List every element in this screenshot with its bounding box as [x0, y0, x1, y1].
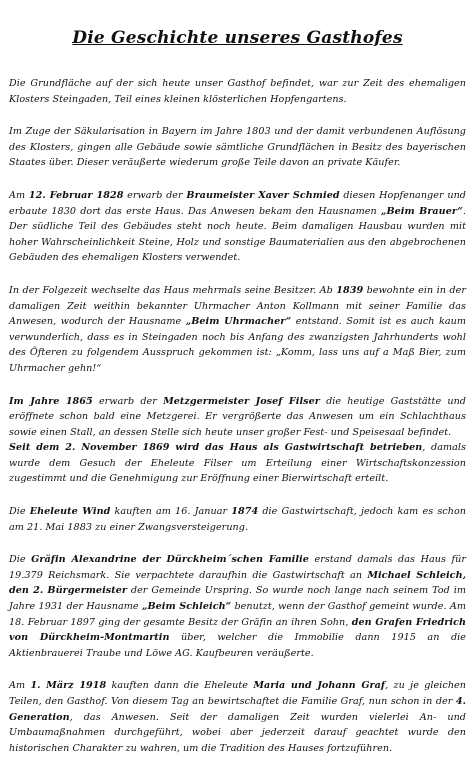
- emphasis-text: „Beim Schleich“: [141, 601, 232, 613]
- paragraph-metzgermeister: [9, 394, 466, 441]
- paragraph-graefin: [9, 552, 466, 661]
- body-text: Die Grundfläche auf der sich heute unser Gasthof befindet, war zur Zeit des ehemaligen Klosters Steingaden, Teil eines kleinen klösterlichen Hopfengartens.: [9, 78, 466, 105]
- body-text: Im Zuge der Säkularisation in Bayern im Jahre 1803 und der damit verbundenen Auflösung des Klosters, gingen alle Gebäude sowie sämtliche Grundflächen in Besitz des bayerischen Staates über. Dieser veräußerte wiederum große Teile davon an private Käufer.: [9, 126, 466, 169]
- body-text: kauften dann die Eheleute: [106, 680, 254, 692]
- body-text: Die: [9, 554, 32, 566]
- emphasis-text: 1. März 1918: [30, 680, 107, 692]
- emphasis-text: 12. Februar 1828: [28, 189, 124, 201]
- body-text: benutzt, wenn der Gasthof gemeint wurde. Am 18. Februar 1897 ging der gesamte Besitz der Gräfin an ihren Sohn,: [9, 601, 466, 628]
- body-text: erstand damals das Haus für 19.379 Reichsmark. Sie verpachtete daraufhin die Gastwirtschaft an: [9, 554, 467, 581]
- body-text: die heutige Gaststätte und eröffnete schon bald eine Metzgerei. Er vergrößerte das Anwesen um ein Schlachthaus sowie einen Stall, an dessen Stelle sich heute unser großer Fest- und Speisesaal befindet.: [9, 395, 467, 438]
- body-text: , zu je gleichen Teilen, den Gasthof. Von diesem Tag an bewirtschaftet die Familie Graf, nun schon in der: [9, 680, 467, 707]
- paragraph-hopfengarten: [9, 76, 466, 107]
- paragraph-uhrmacher: [9, 283, 466, 377]
- body-text: diesen Hopfenanger und erbaute 1830 dort das erste Haus. Das Anwesen bekam den Hausnamen: [9, 189, 466, 217]
- paragraph-saekularisation: [9, 124, 466, 171]
- emphasis-text: „Beim Brauer“: [380, 205, 463, 217]
- body-text: . Der südliche Teil des Gebäudes steht noch heute. Beim damaligen Hausbau wurden mit hoher Wahrscheinlichkeit Steine, Holz und sonstige Baumaterialien aus den abgebrochenen Gebäuden des ehemaligen Klosters verwendet.: [9, 205, 466, 264]
- emphasis-text: den Grafen Friedrich von Dürckheim-Montmartin: [9, 616, 466, 644]
- emphasis-text: Braumeister Xaver Schmied: [186, 189, 340, 201]
- body-text: Am: [9, 189, 29, 201]
- paragraph-braumeister: [9, 188, 466, 266]
- emphasis-text: Seit dem 2. November 1869 wird das Haus als Gastwirtschaft betrieben: [9, 442, 423, 454]
- body-text: bewohnte ein in der damaligen Zeit weithin bekannter Uhrmacher Anton Kollmann mit seiner Familie das Anwesen, wodurch der Hausname: [9, 284, 466, 328]
- emphasis-text: Im Jahre 1865: [9, 395, 93, 407]
- document-title: Die Geschichte unseres Gasthofes: [72, 28, 403, 48]
- emphasis-text: 4. Generation: [9, 696, 466, 723]
- body-text: Die: [9, 506, 30, 518]
- body-text: die Gastwirtschaft, jedoch kam es schon am 21. Mai 1883 zu einer Zwangsversteigerung.: [9, 506, 466, 533]
- body-text: In der Folgezeit wechselte das Haus mehrmals seine Besitzer. Ab: [9, 284, 337, 296]
- body-text: kauften am 16. Januar: [110, 506, 232, 518]
- emphasis-text: Michael Schleich, den 2. Bürgermeister: [9, 569, 466, 597]
- emphasis-text: 1874: [231, 506, 259, 518]
- paragraph-eheleute-wind: [9, 504, 466, 535]
- paragraph-gastwirtschaft: [9, 440, 466, 487]
- emphasis-text: Maria und Johann Graf: [253, 680, 386, 692]
- body-text: erwarb der: [123, 189, 187, 201]
- emphasis-text: Metzgermeister Josef Filser: [163, 395, 320, 407]
- emphasis-text: Gräfin Alexandrine der Dürckheim´schen Familie: [31, 554, 309, 566]
- emphasis-text: „Beim Uhrmacher“: [185, 316, 292, 328]
- body-text: Am: [9, 680, 31, 692]
- body-text: über, welcher die Immobilie dann 1915 an die Aktienbrauerei Traube und Löwe AG. Kaufbeuren veräußerte.: [9, 632, 466, 659]
- body-text: entstand. Somit ist es auch kaum verwunderlich, dass es in Steingaden noch bis Anfang des zwanzigsten Jahrhunderts wohl des Öfteren zu folgendem Ausspruch gekommen ist: „Komm, lass uns auf a Maß Bier, zum Uhrmacher gehn!“: [9, 316, 466, 374]
- emphasis-text: 1839: [336, 284, 364, 296]
- body-text: , das Anwesen. Seit der damaligen Zeit wurden vielerlei An- und Umbaumaßnahmen durchgeführt, wobei aber jederzeit darauf geachtet wurde den historischen Charakter zu wahren, um die Tradition des Hauses fortzuführen.: [9, 711, 466, 754]
- paragraph-familie-graf: [9, 678, 466, 756]
- body-text: erwarb der: [92, 395, 164, 407]
- body-text: , damals wurde dem Gesuch der Eheleute Filser um Erteilung einer Wirtschaftskonzession zugestimmt und die Genehmigung zur Eröffnung einer Bierwirtschaft erteilt.: [9, 442, 466, 485]
- body-text: der Gemeinde Urspring. So wurde noch lange nach seinem Tod im Jahre 1931 der Hausname: [9, 585, 466, 613]
- emphasis-text: Eheleute Wind: [29, 506, 111, 518]
